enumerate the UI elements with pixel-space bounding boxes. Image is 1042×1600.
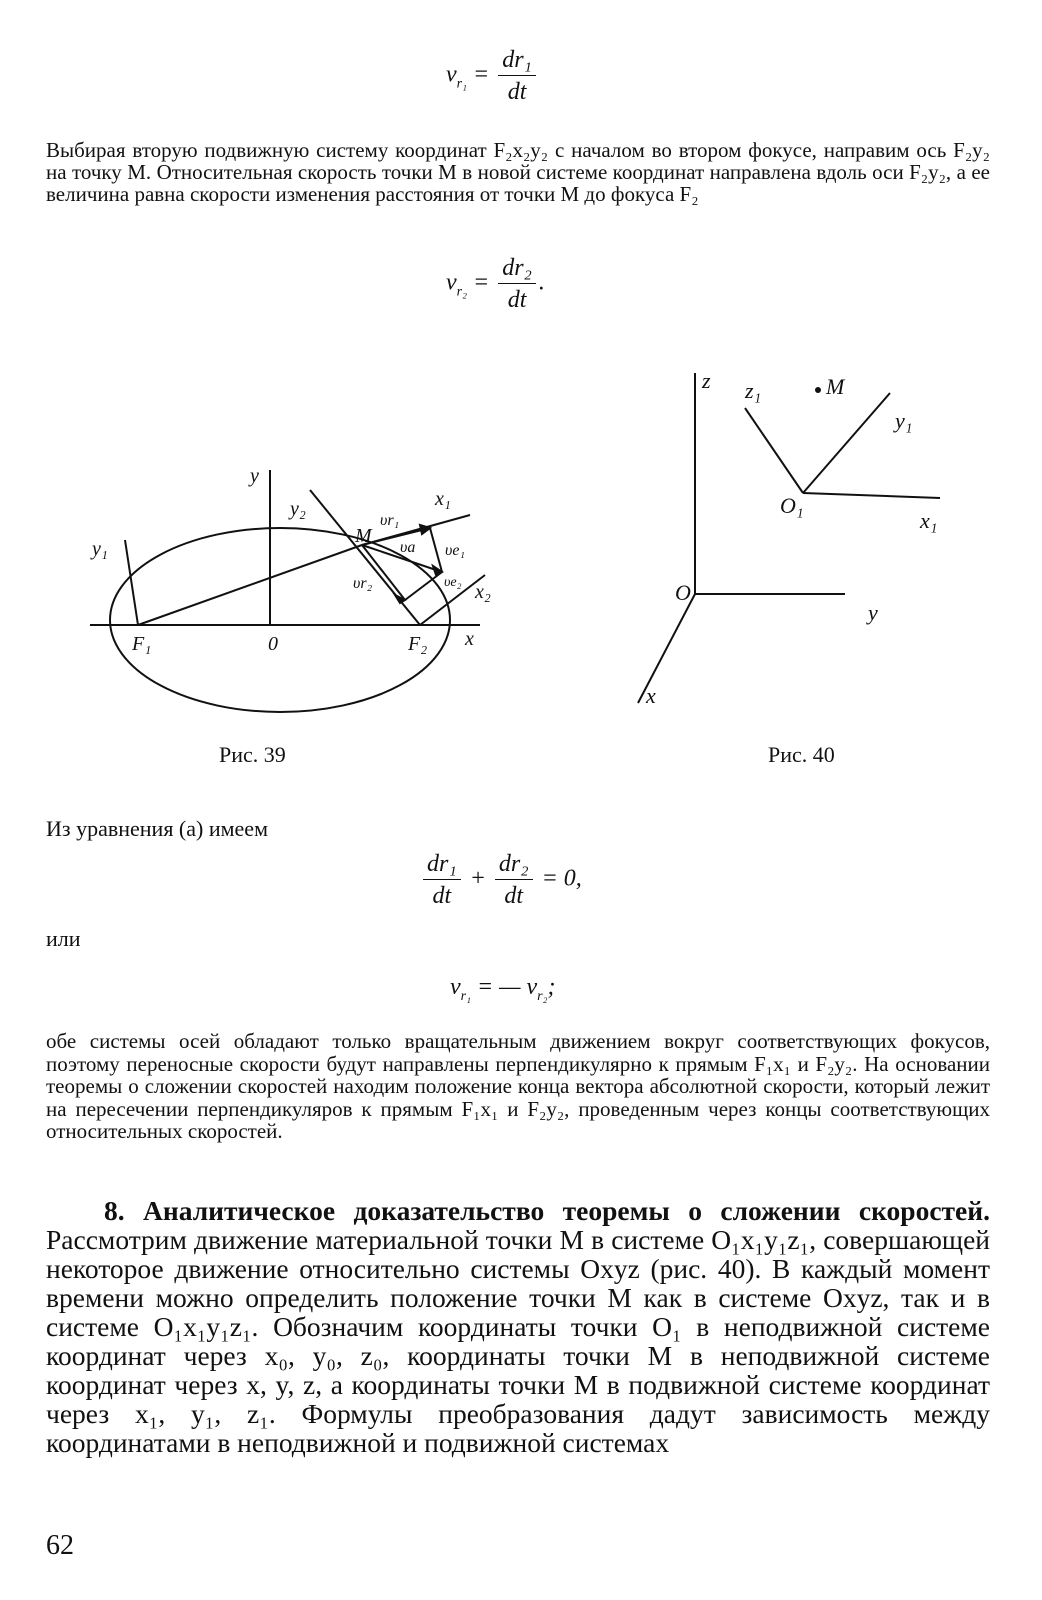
fig39-label-F1: F₁: [132, 633, 152, 655]
fig39-label-F2: F₂: [408, 633, 428, 655]
fig39-label-x2: x₂: [475, 581, 491, 603]
formula-vr2: $v_{r_2}$ = $\frac{\text{dr₂}}{dt}$ .: [446, 255, 545, 313]
formula-sum: $\frac{\text{dr₁}}{dt}$ + $\frac{\text{dr₂}}{dt}$ = 0,: [420, 852, 582, 908]
paragraph-3: или: [46, 926, 81, 951]
fig40-label-y1: y₁: [895, 408, 913, 433]
caption-fig40: Рис. 40: [768, 742, 835, 767]
fig39-label-y: y: [250, 465, 259, 487]
figure-39: [80, 450, 600, 750]
fig39-label-y2: y₂: [290, 498, 306, 520]
fig40-label-y: y: [868, 600, 878, 625]
fig40-label-M: M: [826, 374, 845, 399]
page-number: 62: [46, 1530, 74, 1561]
fig40-label-O: O: [675, 580, 691, 605]
fig39-label-x: x: [465, 628, 474, 650]
fig40-label-z1: z₁: [745, 378, 762, 403]
fig39-label-vr1: υr₁: [380, 512, 400, 529]
fig40-label-O1: O₁: [780, 493, 804, 518]
fig39-label-O: 0: [268, 633, 278, 655]
fig39-label-vr2: υr₂: [353, 575, 373, 592]
caption-fig39: Рис. 39: [219, 742, 286, 767]
fig39-label-y1: y₁: [92, 538, 108, 560]
section-8: [46, 1196, 990, 1457]
fig39-label-va: υa: [400, 539, 416, 556]
paragraph-4: обе системы осей обладают только вращательным движением вокруг соответствующих фокусов, поэтому переносные скорости будут направлены перпендикулярно к прямым F₁x₁ и F₂y₂. На основании теоремы о сложении скоростей находим положение конца вектора абсолютной скорости, который лежит на пересечении перпендикуляров к прямым F₁x₁ и F₂y₂, проведенным через концы соответствующих относительных скоростей.: [46, 1029, 990, 1143]
formula-vr1: $v_{r_1}$ = $\frac{\text{dr₁}}{dt}$: [446, 48, 539, 104]
fig40-label-x1: x₁: [920, 508, 938, 533]
paragraph-1: Выбирая вторую подвижную систему координат F₂x₂y₂ с началом во втором фокусе, направим ось F₂y₂ на точку M. Относительная скорость точки M в новой системе координат направлена вдоль оси F₂y₂, а ее величина равна скорости изменения расстояния от точки M до фокуса F₂: [46, 138, 990, 206]
fig39-label-ve2: υe₂: [444, 575, 462, 590]
figure-40: [620, 368, 960, 718]
fig39-label-ve1: υe₁: [445, 542, 466, 559]
paragraph-5: Рассмотрим движение материальной точки M в системе O₁x₁y₁z₁, совершающей некоторое движение относительно системы Oxyz (рис. 40). В каждый момент времени можно определить положение точки M как в системе Oxyz, так и в системе O₁x₁y₁z₁. Обозначим координаты точки O₁ в неподвижной системе координат через x₀, y₀, z₀, координаты точки M в неподвижной системе координат через x, y, z, а координаты точки M в подвижной системе координат через x₁, y₁, z₁. Формулы преобразования дадут зависимость между координатами в неподвижной и подвижной системах: [46, 1224, 990, 1458]
section-heading: 8. Аналитическое доказательство теоремы о сложении скоростей.: [104, 1195, 990, 1226]
fig39-label-M: M: [355, 525, 372, 547]
fig40-label-z: z: [702, 368, 711, 393]
formula-vr1-eq: $v_{r_1}$ = — $v_{r_2}$;: [450, 974, 556, 1004]
paragraph-2: Из уравнения (а) имеем: [46, 816, 268, 841]
fig40-label-x: x: [646, 683, 656, 708]
fig39-label-x1: x₁: [435, 488, 451, 510]
